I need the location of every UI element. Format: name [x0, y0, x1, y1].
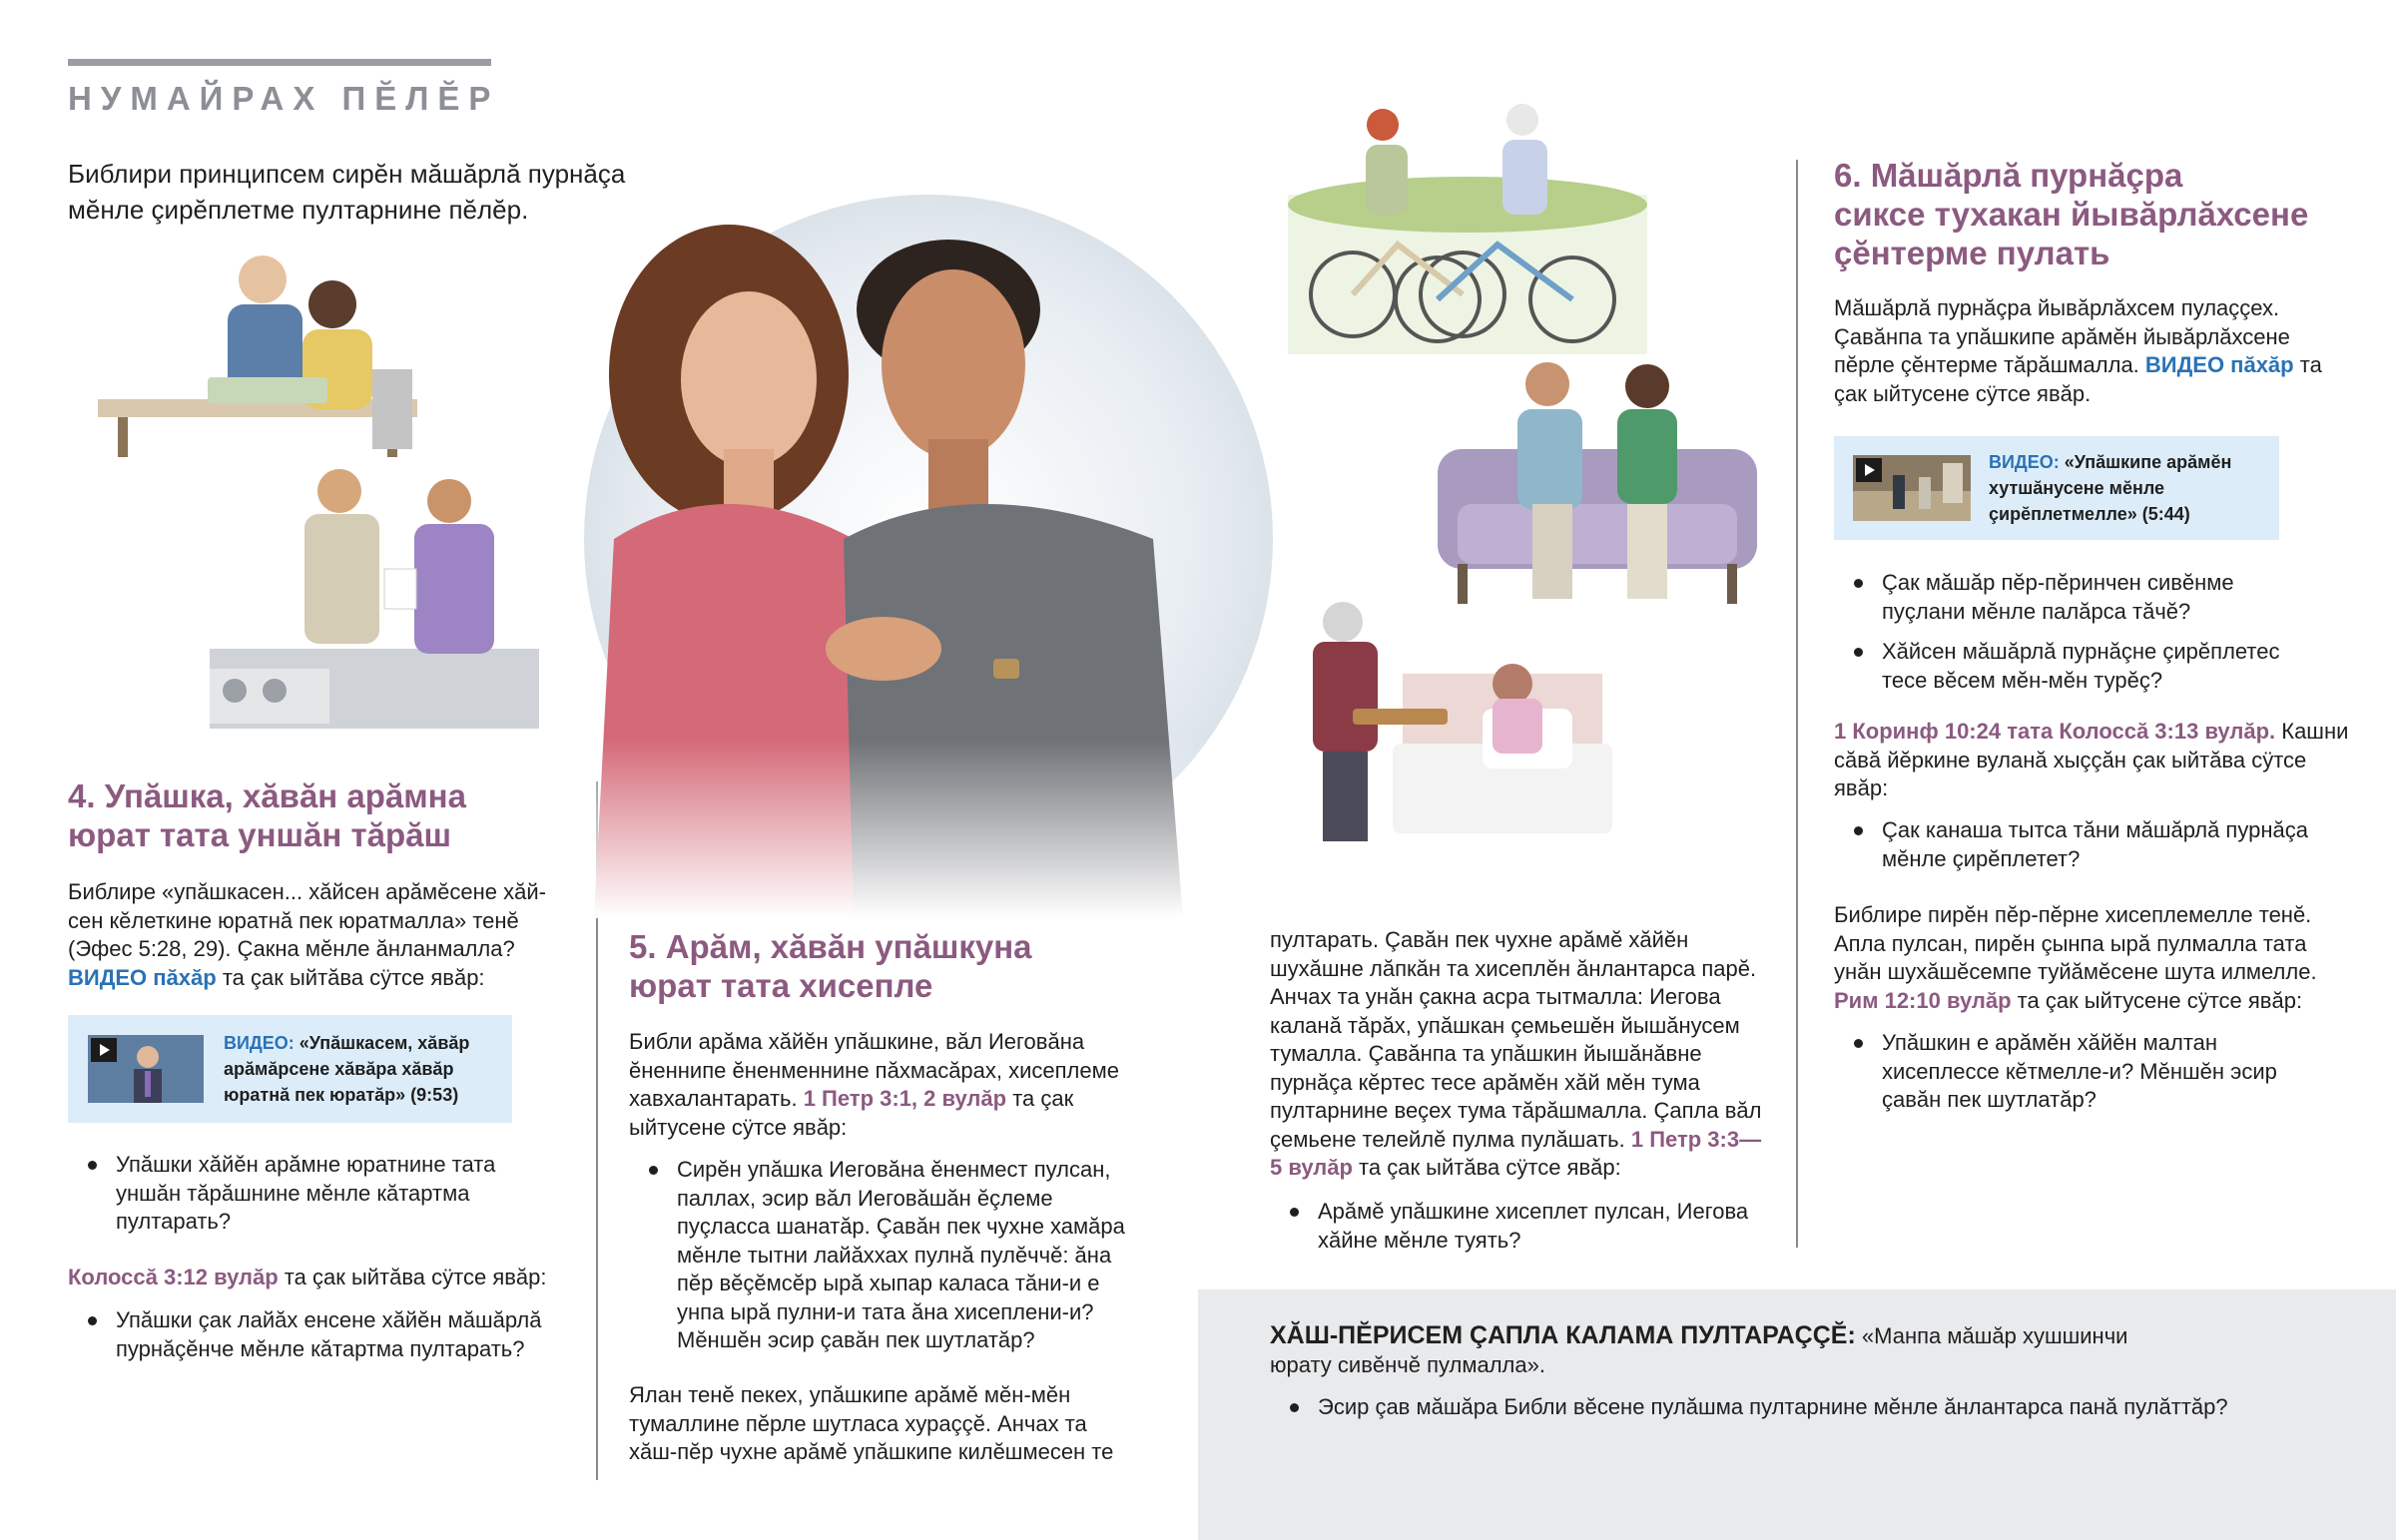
play-icon[interactable]: [91, 1038, 117, 1062]
section5-paragraph: [629, 1028, 1128, 1142]
section6-ref2-link[interactable]: Рим 12:10 вулăр: [1834, 987, 2012, 1013]
couple-on-sofa-illustration: [1438, 354, 1757, 609]
couple-portrait-illustration: [554, 180, 1273, 918]
section4-reference: [68, 1264, 562, 1292]
col3-ref-link[interactable]: 1 Петр 3:3—5 вулăр: [1270, 1126, 1762, 1180]
section6-bullet-4: Упăшкин е арăмĕн хăйĕн малтан хисеплессе кĕтмелле-и? Мĕншĕн эсир çавăн пек шутлатăр?: [1836, 1029, 2315, 1115]
section6-title-line1: 6. Мăшăрлă пурнăçра: [1834, 157, 2183, 194]
section5-title-line1: 5. Арăм, хăвăн упăшкуна: [629, 928, 1032, 965]
section5-title-line2: юрат тата хисепле: [629, 967, 933, 1004]
section6-paragraph-2-text: Библире пирĕн пĕр-пĕрне хисеплемелле тенĕ. Апла пулсан, пирĕн çынпа ырă пулмалла тата унăн шухăшĕсемпе туйăмĕсене шута илмелле.: [1834, 902, 2317, 984]
section6-video-caption: [1989, 449, 2258, 527]
objection-bullets: [1272, 1393, 2370, 1434]
top-rule: [68, 59, 491, 66]
section6-video-link[interactable]: ВИДЕО пăхăр: [2144, 352, 2294, 377]
section6-ref1-tail: Кашни сăвă йĕркине вуланă хыççăн çак ыйтăва сÿтсе явăр:: [1834, 719, 2349, 800]
section4-paragraph-text: Библире «упăшкасен... хăйсен арăмĕсене хăй-сен кĕлеткине юратнă пек юратмалла» тенĕ (Эфес 5:28, 29). Çакна мĕнле ăнланмалла?: [68, 879, 546, 961]
section6-bullet-1: Çак мăшăр пĕр-пĕринчен сивĕнме пуçлани мĕнле палăрса тăчĕ?: [1836, 569, 2315, 626]
couple-studying-illustration: [88, 250, 427, 459]
col3-paragraph: [1270, 926, 1769, 1183]
section4-bullets-2: [70, 1306, 549, 1375]
col3-bullets: [1272, 1198, 1771, 1267]
section6-video-thumbnail[interactable]: [1853, 455, 1971, 521]
section4-video-title: «Упăшкасем, хăвăр арăмăрсене хăвăра хăвăр юратнă пек юратăр» (9:53): [224, 1033, 470, 1105]
section4-ref-link[interactable]: Колоссă 3:12 вулăр: [68, 1265, 279, 1289]
section5-title: [629, 927, 1128, 1005]
section4-ref-tail: та çак ыйтăва сÿтсе явăр:: [278, 1265, 547, 1289]
section6-bullets-3: [1836, 1029, 2315, 1127]
section6-ref2-tail: та çак ыйтусене сÿтсе явăр:: [2011, 987, 2303, 1013]
section6-paragraph-text: Мăшăрлă пурнăçра йывăрлăхсем пулаççех. Çавăнпа та упăшкипе арăмĕн йывăрлăхсене пĕрле çĕнтерме тăрăшмалла.: [1834, 295, 2290, 377]
section4-bullets-1: [70, 1151, 529, 1249]
section4-video-caption: [224, 1030, 493, 1108]
col3-paragraph-text: пултарать. Çавăн пек чухне арăмĕ хăйĕн шухăшне лăпкăн та хисеплĕн ăнлантарса парĕ. Анчах та унăн çакна асра тытмалла: Иегова каланă тăрăх, упăшкан çемьешĕн йышăнусем тумалла. Çавăнпа та упăшкин йышăнăвне пурнăçа кĕртес тесе арăмĕн хăй мĕн тума пултарнине веçех тума тăрăшмалла. Çапла вăл çемьене телейлĕ пулма пулăшать.: [1270, 927, 1762, 1152]
section6-bullets-2: [1836, 816, 2315, 885]
section5-paragraph-2: Ялан тенĕ пекех, упăшкипе арăмĕ мĕн-мĕн тумаллине пĕрле шутласа хураççĕ. Анчах та хăш-пĕр чухне арăмĕ упăшкипе килĕшмесен те: [629, 1382, 1114, 1464]
section4-paragraph: [68, 878, 562, 992]
section6-bullet-2: Хăйсен мăшăрлă пурнăçне çирĕплетес тесе вĕсем мĕн-мĕн турĕç?: [1836, 638, 2315, 695]
section6-bullet-3: Çак канаша тытса тăни мăшăрлă пурнăçа мĕнле çирĕплетет?: [1836, 816, 2315, 873]
col3-ref-tail: та çак ыйтăва сÿтсе явăр:: [1352, 1155, 1621, 1180]
section6-ref1-link[interactable]: 1 Коринф 10:24 тата Колоссă 3:13 вулăр.: [1834, 719, 2276, 744]
intro-text: Библири принципсем сирĕн мăшăрлă пурнăçа мĕнле çирĕплетме пултарнине пĕлĕр.: [68, 159, 626, 225]
section4-bullet-1: Упăшки хăйĕн арăмне юратнине тата уншăн тăрăшнине мĕнле кăтартма пултарать?: [70, 1151, 529, 1237]
caring-for-sick-wife-illustration: [1273, 594, 1612, 848]
section4-title: [68, 776, 547, 854]
section6-reference-1: [1834, 718, 2353, 803]
section6-title: [1834, 156, 2373, 272]
section5-ref-tail: та çак ыйтусене сÿтсе явăр:: [629, 1086, 1074, 1140]
section4-video-link[interactable]: ВИДЕО пăхăр: [68, 964, 217, 990]
video-label: ВИДЕО:: [224, 1033, 300, 1053]
section4-paragraph-tail: та çак ыйтăва сÿтсе явăр:: [216, 964, 485, 990]
objection-statement: [1270, 1321, 2168, 1379]
objection-lead: ХĂШ-ПĔРИСЕМ ÇАПЛА КАЛАМА ПУЛТАРАÇÇĔ:: [1270, 1321, 1856, 1349]
section6-paragraph-2: [1834, 901, 2353, 1015]
section5-bullet-1: Сирĕн упăшка Иеговăна ĕненмест пулсан, паллах, эсир вăл Иеговăшăн ĕçлеме пуçласса шанатăр. Çавăн пек чухне хамăра мĕнле тытни лайăххах пулнă пулĕччĕ: ăна пĕр вĕçĕмсĕр ырă хыпар каласа тăни-и е унпа ырă пулни-и тата ăна хисеплени-и? Мĕншĕн эсир çавăн пек шутлатăр?: [631, 1156, 1128, 1355]
section4-bullet-2: Упăшки çак лайăх енсене хăйĕн мăшăрлă пурнăçĕнче мĕнле кăтартма пултарать?: [70, 1306, 549, 1363]
video-label: ВИДЕО:: [1989, 452, 2065, 472]
play-icon[interactable]: [1856, 458, 1882, 482]
couple-kitchen-illustration: [210, 469, 539, 729]
column-divider-2: [1796, 160, 1798, 1248]
section5-paragraph-text: Библи арăма хăйĕн упăшкине, вăл Иеговăна ĕненнипе ĕненменнине пăхмасăрах, хисеплеме хавхалантарать.: [629, 1029, 1119, 1111]
objection-bullet-1: Эсир çав мăшăра Библи вĕсене пулăшма пултарнине мĕнле ăнлантарса панă пулăттăр?: [1272, 1393, 2370, 1422]
section6-video-box[interactable]: [1834, 436, 2279, 540]
objection-quote: «Манпа мăшăр хушшинчи юрату сивĕнчĕ пулмалла».: [1270, 1323, 2128, 1377]
section5-bullets: [631, 1156, 1128, 1367]
col3-bullet-1: Арăмĕ упăшкине хисеплет пулсан, Иегова хăйне мĕнле туять?: [1272, 1198, 1771, 1255]
section4-title-line1: 4. Упăшка, хăвăн арăмна: [68, 777, 466, 814]
section4-title-line2: юрат тата уншăн тăрăш: [68, 816, 451, 853]
section6-video-title: «Упăшкипе арăмĕн хутшăнусене мĕнле çирĕплетмелле» (5:44): [1989, 452, 2232, 524]
section6-title-line3: çĕнтерме пулать: [1834, 235, 2110, 271]
section6-bullets-1: [1836, 569, 2315, 707]
objection-box: [1198, 1289, 2396, 1540]
section4-video-thumbnail[interactable]: [88, 1035, 204, 1103]
section6-paragraph-tail: та çак ыйтусене сÿтсе явăр.: [1834, 352, 2322, 406]
section6-title-line2: сиксе тухакан йывăрлăхсене: [1834, 196, 2309, 233]
couple-cycling-illustration: [1288, 95, 1647, 354]
section6-paragraph: [1834, 294, 2333, 408]
section5-ref-link[interactable]: 1 Петр 3:1, 2 вулăр: [803, 1086, 1007, 1111]
section4-video-box[interactable]: [68, 1015, 512, 1123]
section-label: НУМАЙРАХ ПĔЛĔР: [68, 80, 500, 117]
